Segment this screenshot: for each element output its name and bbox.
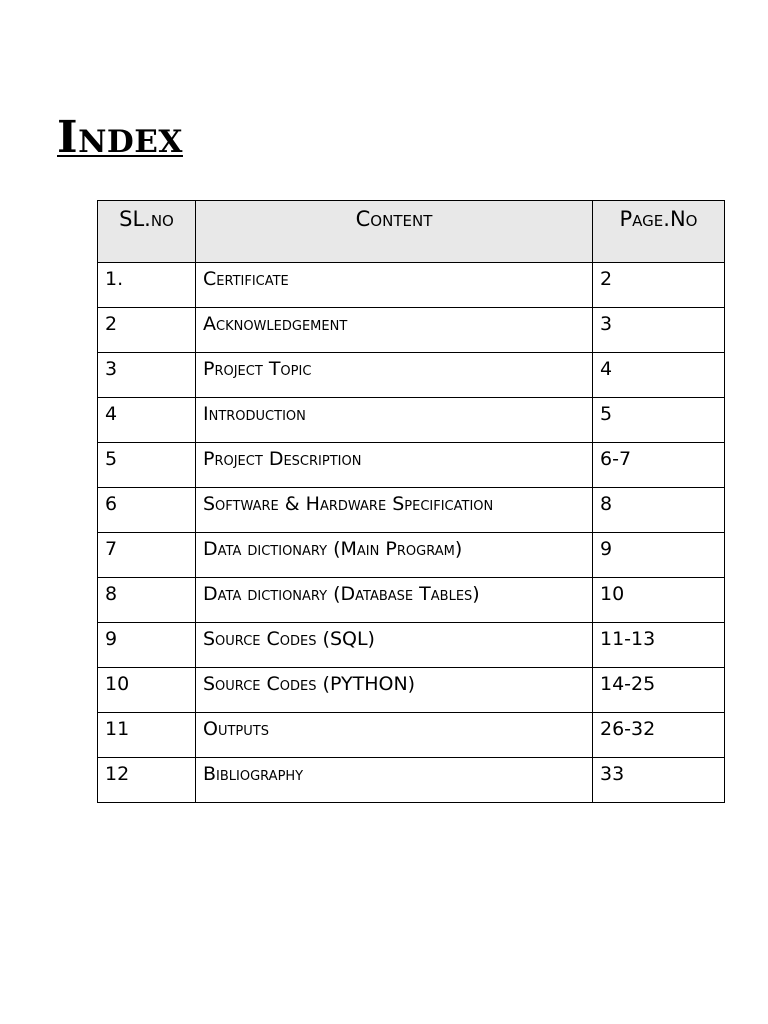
page-no-cell: 26-32 xyxy=(593,713,725,758)
sl-no-cell: 2 xyxy=(98,308,196,353)
table-row xyxy=(98,533,725,578)
content-cell: Data dictionary (Main Program) xyxy=(196,533,593,578)
table-row xyxy=(98,623,725,668)
content-cell: Introduction xyxy=(196,398,593,443)
column-header-page-no: Page.No xyxy=(593,201,725,263)
table-row xyxy=(98,713,725,758)
sl-no-cell: 7 xyxy=(98,533,196,578)
column-header-content: Content xyxy=(196,201,593,263)
column-header-sl-no: SL.no xyxy=(98,201,196,263)
content-cell: Software & Hardware Specification xyxy=(196,488,593,533)
table-row xyxy=(98,668,725,713)
sl-no-cell: 10 xyxy=(98,668,196,713)
table-row xyxy=(98,263,725,308)
content-cell: Certificate xyxy=(196,263,593,308)
content-cell: Source Codes (PYTHON) xyxy=(196,668,593,713)
page-no-cell: 2 xyxy=(593,263,725,308)
page-no-cell: 14-25 xyxy=(593,668,725,713)
table-row xyxy=(98,758,725,803)
sl-no-cell: 1. xyxy=(98,263,196,308)
page-no-cell: 11-13 xyxy=(593,623,725,668)
table-header-row xyxy=(98,201,725,263)
sl-no-cell: 3 xyxy=(98,353,196,398)
table-row xyxy=(98,443,725,488)
table-row xyxy=(98,398,725,443)
table-row xyxy=(98,578,725,623)
content-cell: Outputs xyxy=(196,713,593,758)
index-table xyxy=(97,200,725,803)
table-row xyxy=(98,353,725,398)
page-no-cell: 6-7 xyxy=(593,443,725,488)
page-no-cell: 9 xyxy=(593,533,725,578)
sl-no-cell: 4 xyxy=(98,398,196,443)
table-row xyxy=(98,308,725,353)
sl-no-cell: 9 xyxy=(98,623,196,668)
sl-no-cell: 8 xyxy=(98,578,196,623)
content-cell: Source Codes (SQL) xyxy=(196,623,593,668)
content-cell: Data dictionary (Database Tables) xyxy=(196,578,593,623)
sl-no-cell: 11 xyxy=(98,713,196,758)
content-cell: Acknowledgement xyxy=(196,308,593,353)
content-cell: Project Description xyxy=(196,443,593,488)
table-row xyxy=(98,488,725,533)
content-cell: Project Topic xyxy=(196,353,593,398)
page-no-cell: 8 xyxy=(593,488,725,533)
page-title: Index xyxy=(57,112,183,163)
sl-no-cell: 12 xyxy=(98,758,196,803)
page-no-cell: 10 xyxy=(593,578,725,623)
page-no-cell: 3 xyxy=(593,308,725,353)
page-no-cell: 33 xyxy=(593,758,725,803)
page-no-cell: 4 xyxy=(593,353,725,398)
content-cell: Bibliography xyxy=(196,758,593,803)
sl-no-cell: 5 xyxy=(98,443,196,488)
sl-no-cell: 6 xyxy=(98,488,196,533)
page-no-cell: 5 xyxy=(593,398,725,443)
